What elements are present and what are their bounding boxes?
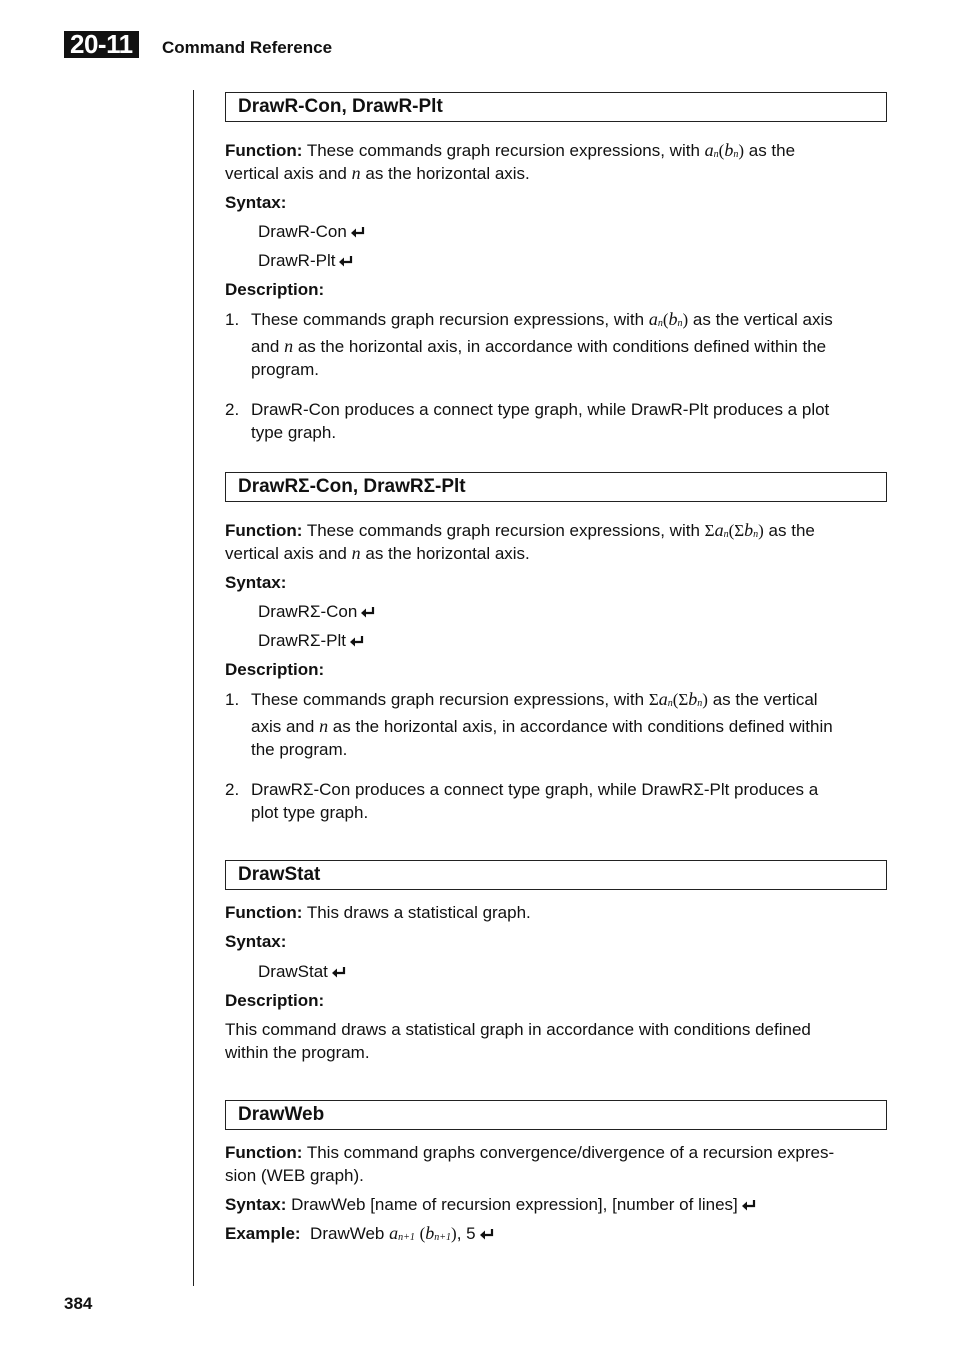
math-n: n [351,163,361,183]
section-heading-drawstat: DrawStat [225,860,887,890]
function-text: as the [768,521,815,540]
syntax-label: Syntax: [225,1195,287,1214]
syntax-entry: DrawStat [258,960,347,983]
syntax-entry: DrawRΣ-Plt [258,629,365,652]
margin-rule [193,90,194,1286]
syntax-entry: DrawR-Con [258,220,366,243]
math-expr: an+1 (bn+1) [389,1223,457,1243]
drawweb-example-line: Example: DrawWeb an+1 (bn+1), 5 [225,1222,495,1249]
syntax-label: Syntax: [225,193,287,212]
syntax-label: Syntax: [225,573,287,592]
page-number: 384 [64,1294,93,1313]
description-text: within the program. [225,1043,370,1062]
drawr-function-line2 [225,162,530,185]
section-heading-drawr: DrawR-Con, DrawR-Plt [225,92,887,122]
enter-key-icon [349,635,365,647]
description-label: Description: [225,660,325,679]
section-heading-drawweb: DrawWeb [225,1100,887,1130]
function-text: as the horizontal axis. [365,164,530,183]
drawrsigma-function-line2: vertical axis and n as the horizontal axis. [225,543,530,563]
drawweb-function-line2: sion (WEB graph). [225,1166,364,1185]
enter-key-icon [338,255,354,267]
section-heading-drawrsigma: DrawRΣ-Con, DrawRΣ-Plt [225,472,887,502]
header-title: Command Reference [162,38,333,57]
enter-key-icon [331,966,347,978]
function-text: vertical axis and [225,164,347,183]
enter-key-icon [479,1228,495,1240]
function-label: Function: [225,521,303,540]
enter-key-icon [360,606,376,618]
drawstat-function-line: Function: This draws a statistical graph. [225,903,531,922]
drawweb-syntax-line: Syntax: DrawWeb [name of recursion expression], [number of lines] [225,1193,757,1216]
syntax-entry: DrawR-Plt [258,249,354,272]
description-text: This command draws a statistical graph in accordance with conditions defined [225,1020,811,1039]
math-n: n [351,543,361,563]
function-text: as the [748,141,796,160]
chapter-badge: 20-11 [64,31,139,58]
function-label: Function: [225,903,303,922]
function-label: Function: [225,141,303,160]
function-text: These commands graph recursion expressions, with [306,141,700,160]
example-label: Example: [225,1224,301,1243]
math-expr: an(bn) [704,140,744,160]
enter-key-icon [741,1199,757,1211]
syntax-entry: DrawRΣ-Con [258,600,376,623]
description-label: Description: [225,991,325,1010]
description-label: Description: [225,280,325,299]
syntax-label: Syntax: [225,932,287,951]
math-expr: Σan(Σbn) [704,520,764,540]
enter-key-icon [350,226,366,238]
function-text: These commands graph recursion expressions, with [306,521,700,540]
function-label: Function: [225,1143,303,1162]
drawweb-function-line1: Function: This command graphs convergence/divergence of a recursion expres- [225,1143,835,1162]
